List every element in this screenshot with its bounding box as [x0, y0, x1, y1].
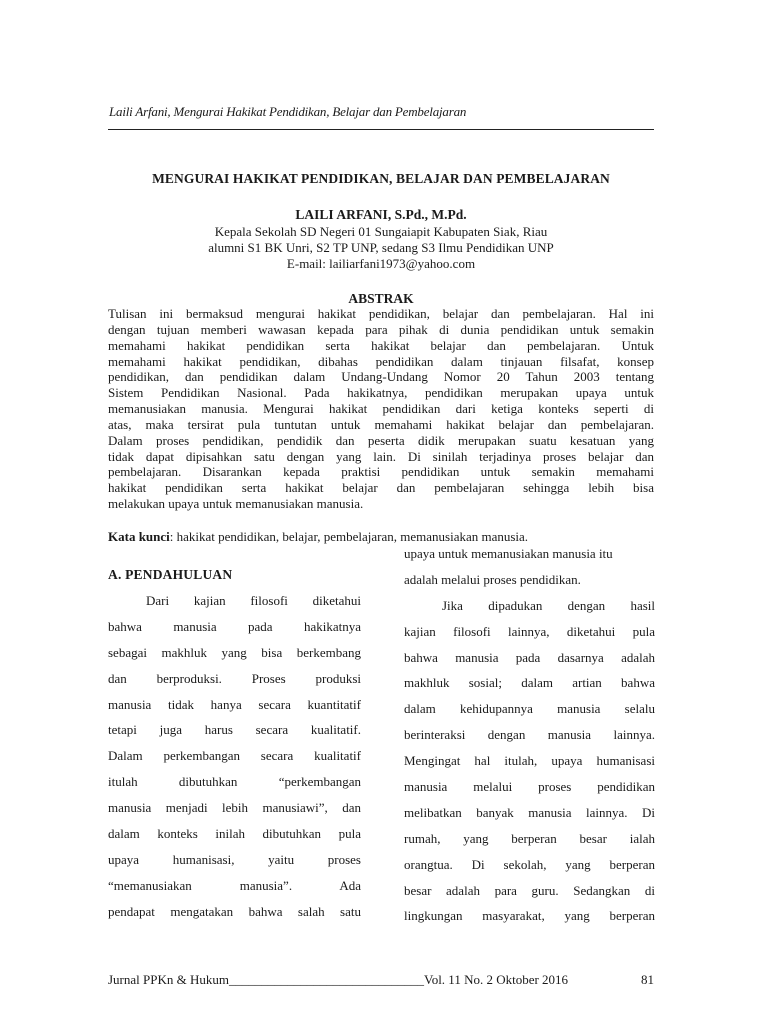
paragraph-line: orangtua. Di sekolah, yang berperan [404, 856, 655, 872]
paragraph-line: “memanusiakan manusia”. Ada [108, 877, 361, 893]
paragraph-line: pendapat mengatakan bahwa salah satu [108, 903, 361, 919]
paragraph-line: bahwa manusia pada hakikatnya [108, 618, 361, 634]
paragraph-line: melibatkan banyak manusia lainnya. Di [404, 804, 655, 820]
running-head: Laili Arfani, Mengurai Hakikat Pendidikan, Belajar dan Pembelajaran [109, 104, 467, 119]
paragraph-line: dalam kehidupannya manusia selalu [404, 701, 655, 717]
abstract-line: memanusiakan manusia. Mengurai hakikat pendidikan dari ketiga konteks seperti di [108, 401, 654, 417]
paragraph-line: makhluk sosial; dalam artian bahwa [404, 675, 655, 691]
author-name: LAILI ARFANI, S.Pd., M.Pd. [295, 207, 467, 222]
paragraph-line: tetapi juga harus secara kualitatif. [108, 722, 361, 738]
paragraph-line: upaya untuk memanusiakan manusia itu [404, 546, 613, 561]
abstract-line: melakukan upaya untuk memanusiakan manusia. [108, 496, 364, 512]
header-rule [108, 129, 654, 130]
paragraph-line: manusia tidak hanya secara kuantitatif [108, 696, 361, 712]
abstract-line: tidak dapat dipisahkan satu dengan yang lain. Di sinilah terjadinya proses belajar dan [108, 448, 654, 464]
paragraph-line: rumah, yang berperan besar ialah [404, 830, 655, 846]
paragraph-line: itulah dibutuhkan “perkembangan [108, 774, 361, 790]
page-footer [108, 972, 654, 988]
paragraph-line: dalam konteks inilah dibutuhkan pula [108, 826, 361, 842]
keywords-label: Kata kunci [108, 529, 170, 544]
paragraph-line: Dalam perkembangan secara kualitatif [108, 748, 361, 764]
abstract-line: hakikat pendidikan serta hakikat belajar dan pembelajaran sehingga lebih bisa [108, 480, 654, 496]
paragraph-line: Jika dipadukan dengan hasil [442, 597, 655, 613]
paragraph-line: berinteraksi dengan manusia lainnya. [404, 727, 655, 743]
abstract-body [108, 306, 654, 512]
paragraph-line: manusia melalui proses pendidikan [404, 779, 655, 795]
left-column [108, 588, 361, 925]
author-email: E-mail: lailiarfani1973@yahoo.com [286, 256, 476, 271]
paragraph-line: sebagai makhluk yang bisa berkembang [108, 644, 361, 660]
page-number: 81 [641, 972, 654, 987]
section-heading: A. PENDAHULUAN [108, 567, 233, 582]
paragraph-line: Mengingat hal itulah, upaya humanisasi [404, 753, 655, 769]
abstract-line: Tulisan ini bermaksud mengurai hakikat pendidikan, belajar dan pembelajaran. Hal ini [108, 306, 654, 321]
article-title: MENGURAI HAKIKAT PENDIDIKAN, BELAJAR DAN PEMBELAJARAN [152, 171, 610, 186]
keywords-text: : hakikat pendidikan, belajar, pembelajaran, memanusiakan manusia. [169, 529, 529, 544]
abstract-line: atas, maka tersirat pula tuntutan untuk memahami hakikat belajar dan pembelajaran. [108, 416, 654, 432]
paragraph-line: kajian filosofi lainnya, diketahui pula [404, 623, 655, 639]
abstract-line: pendidikan, dan pendidikan dalam Undang-Undang Nomor 20 Tahun 2003 tentang [108, 369, 654, 385]
abstract-line: Dalam proses pendidikan, pendidik dan peserta didik merupakan suatu kesatuan yang [108, 432, 654, 448]
journal-info: Jurnal PPKn & Hukum______________________________Vol. 11 No. 2 Oktober 2016 [108, 972, 569, 987]
abstract-line: memahami hakikat pendidikan, dibahas pendidikan dalam tinjauan filsafat, konsep [108, 353, 654, 369]
paragraph-line: dan berproduksi. Proses produksi [108, 670, 361, 686]
author-education: alumni S1 BK Unri, S2 TP UNP, sedang S3 Ilmu Pendidikan UNP [208, 240, 554, 255]
abstract-line: pembelajaran. Disarankan kepada praktisi pendidikan untuk semakin memahami [108, 464, 654, 480]
abstract-line: Sistem Pendidikan Nasional. Pada hakikatnya, pendidikan merupakan upaya untuk [108, 385, 654, 401]
author-affiliation: Kepala Sekolah SD Negeri 01 Sungaiapit Kabupaten Siak, Riau [214, 224, 548, 239]
abstract-line: memahami hakikat pendidikan serta hakikat belajar dan pembelajaran. Untuk [108, 337, 654, 353]
right-column [404, 541, 655, 929]
abstract-heading: ABSTRAK [348, 291, 414, 306]
paragraph-line: lingkungan masyarakat, yang berperan [404, 908, 655, 924]
paragraph-line: adalah melalui proses pendidikan. [404, 571, 581, 587]
paragraph-line: Dari kajian filosofi diketahui [146, 593, 361, 608]
paragraph-line: upaya humanisasi, yaitu proses [108, 851, 361, 867]
paragraph-line: bahwa manusia pada dasarnya adalah [404, 649, 655, 665]
paragraph-line: manusia menjadi lebih manusiawi”, dan [108, 800, 361, 816]
paragraph-line: besar adalah para guru. Sedangkan di [404, 882, 655, 898]
abstract-line: dengan tujuan memberi wawasan kepada para pihak di dunia pendidikan untuk semakin [108, 321, 654, 337]
